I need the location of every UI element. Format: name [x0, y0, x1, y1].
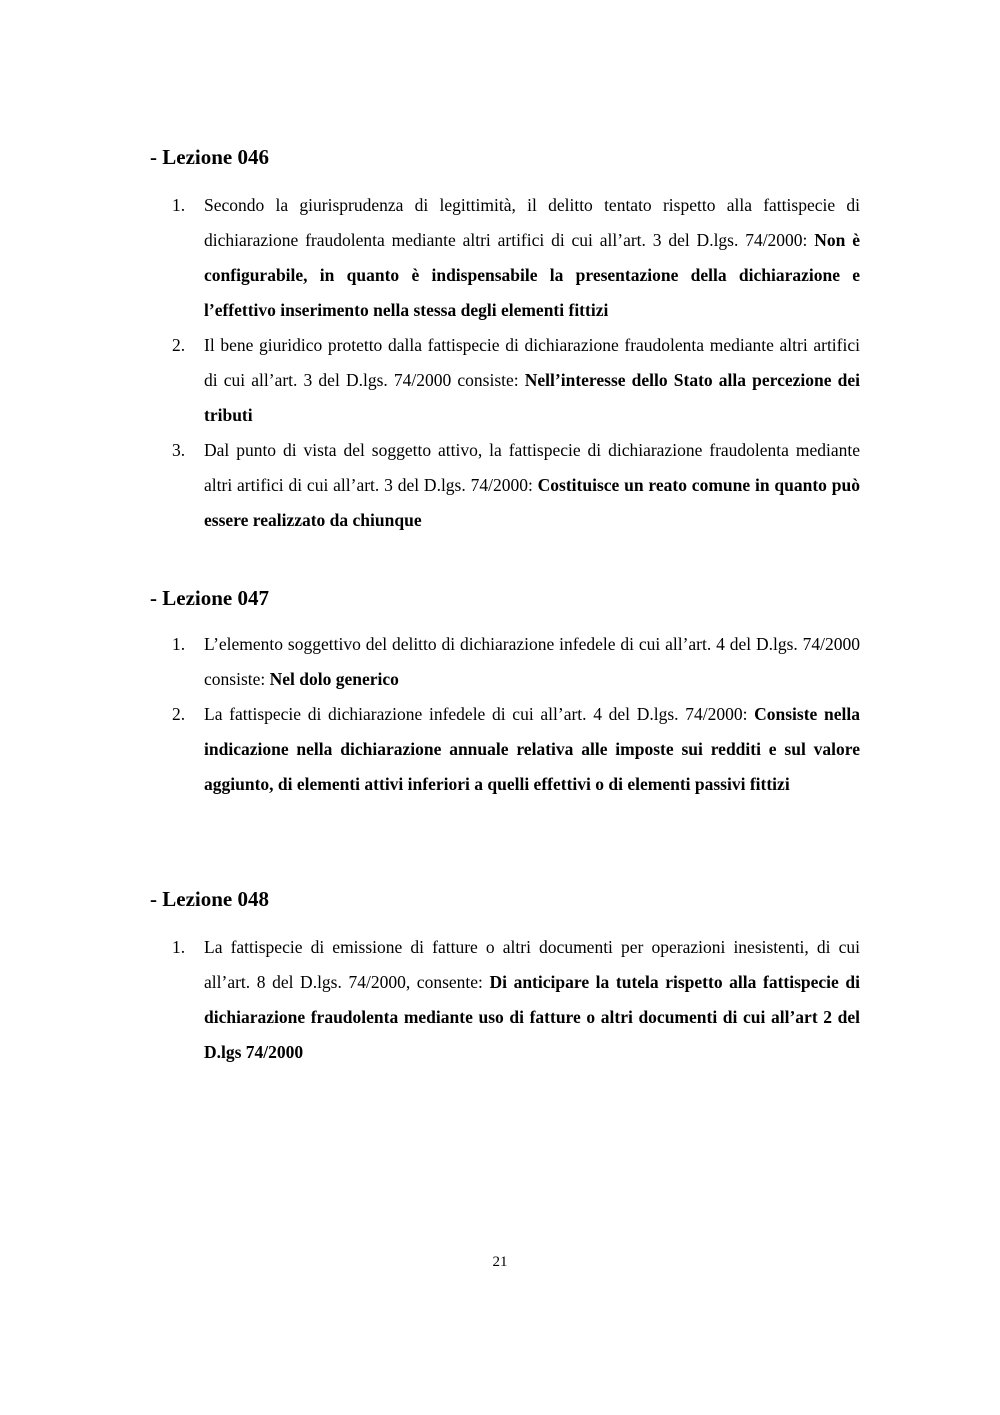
item-text — [204, 627, 860, 697]
question-text: La fattispecie di emissione di fatture o altri documenti per operazioni inesistenti, di cui all’art. 8 del D.lgs. 74/2000, consente: — [204, 937, 860, 992]
answer-text: Non è configurabile, in quanto è indispensabile la presentazione della dichiarazione e l’effettivo inserimento nella stessa degli elementi fittizi — [204, 230, 860, 320]
list-item — [150, 697, 860, 802]
list-item — [150, 188, 860, 328]
item-text — [204, 930, 860, 1070]
question-list — [150, 627, 860, 802]
item-text — [204, 697, 860, 802]
section-lezione-048 — [150, 885, 860, 1070]
question-list — [150, 930, 860, 1070]
answer-text: Nell’interesse dello Stato alla percezione dei tributi — [204, 370, 860, 425]
question-list — [150, 188, 860, 538]
list-item — [150, 930, 860, 1070]
question-text: Il bene giuridico protetto dalla fattispecie di dichiarazione fraudolenta mediante altri artifici di cui all’art. 3 del D.lgs. 74/2000 consiste: — [204, 335, 860, 390]
answer-text: Consiste nella indicazione nella dichiarazione annuale relativa alle imposte sui redditi e sul valore aggiunto, di elementi attivi inferiori a quelli effettivi o di elementi passivi fittizi — [204, 704, 860, 794]
item-number: 2. — [172, 335, 186, 355]
item-text — [204, 433, 860, 538]
item-number: 3. — [172, 440, 186, 460]
question-text: L’elemento soggettivo del delitto di dichiarazione infedele di cui all’art. 4 del D.lgs. 74/2000 consiste: — [204, 634, 860, 689]
list-item — [150, 328, 860, 433]
question-text: Dal punto di vista del soggetto attivo, la fattispecie di dichiarazione fraudolenta mediante altri artifici di cui all’art. 3 del D.lgs. 74/2000: — [204, 440, 860, 495]
section-heading: - Lezione 047 — [150, 586, 269, 610]
section-heading: - Lezione 046 — [150, 145, 269, 169]
section-heading: - Lezione 048 — [150, 887, 269, 911]
list-item — [150, 627, 860, 697]
item-text — [204, 188, 860, 328]
section-lezione-046 — [150, 143, 860, 538]
item-text — [204, 328, 860, 433]
answer-text: Nel dolo generico — [269, 669, 399, 689]
answer-text: Di anticipare la tutela rispetto alla fattispecie di dichiarazione fraudolenta mediante uso di fatture o altri documenti di cui all’art 2 del D.lgs 74/2000 — [204, 972, 860, 1062]
list-item — [150, 433, 860, 538]
question-text: La fattispecie di dichiarazione infedele di cui all’art. 4 del D.lgs. 74/2000: — [204, 704, 755, 724]
item-number: 1. — [172, 634, 186, 654]
item-number: 1. — [172, 937, 186, 957]
answer-text: Costituisce un reato comune in quanto può essere realizzato da chiunque — [204, 475, 860, 530]
question-text: Secondo la giurisprudenza di legittimità, il delitto tentato rispetto alla fattispecie di dichiarazione fraudolenta mediante altri artifici di cui all’art. 3 del D.lgs. 74/2000: — [204, 195, 860, 250]
page-number: 21 — [492, 1254, 508, 1270]
item-number: 2. — [172, 704, 186, 724]
item-number: 1. — [172, 195, 186, 215]
section-lezione-047 — [150, 584, 860, 802]
